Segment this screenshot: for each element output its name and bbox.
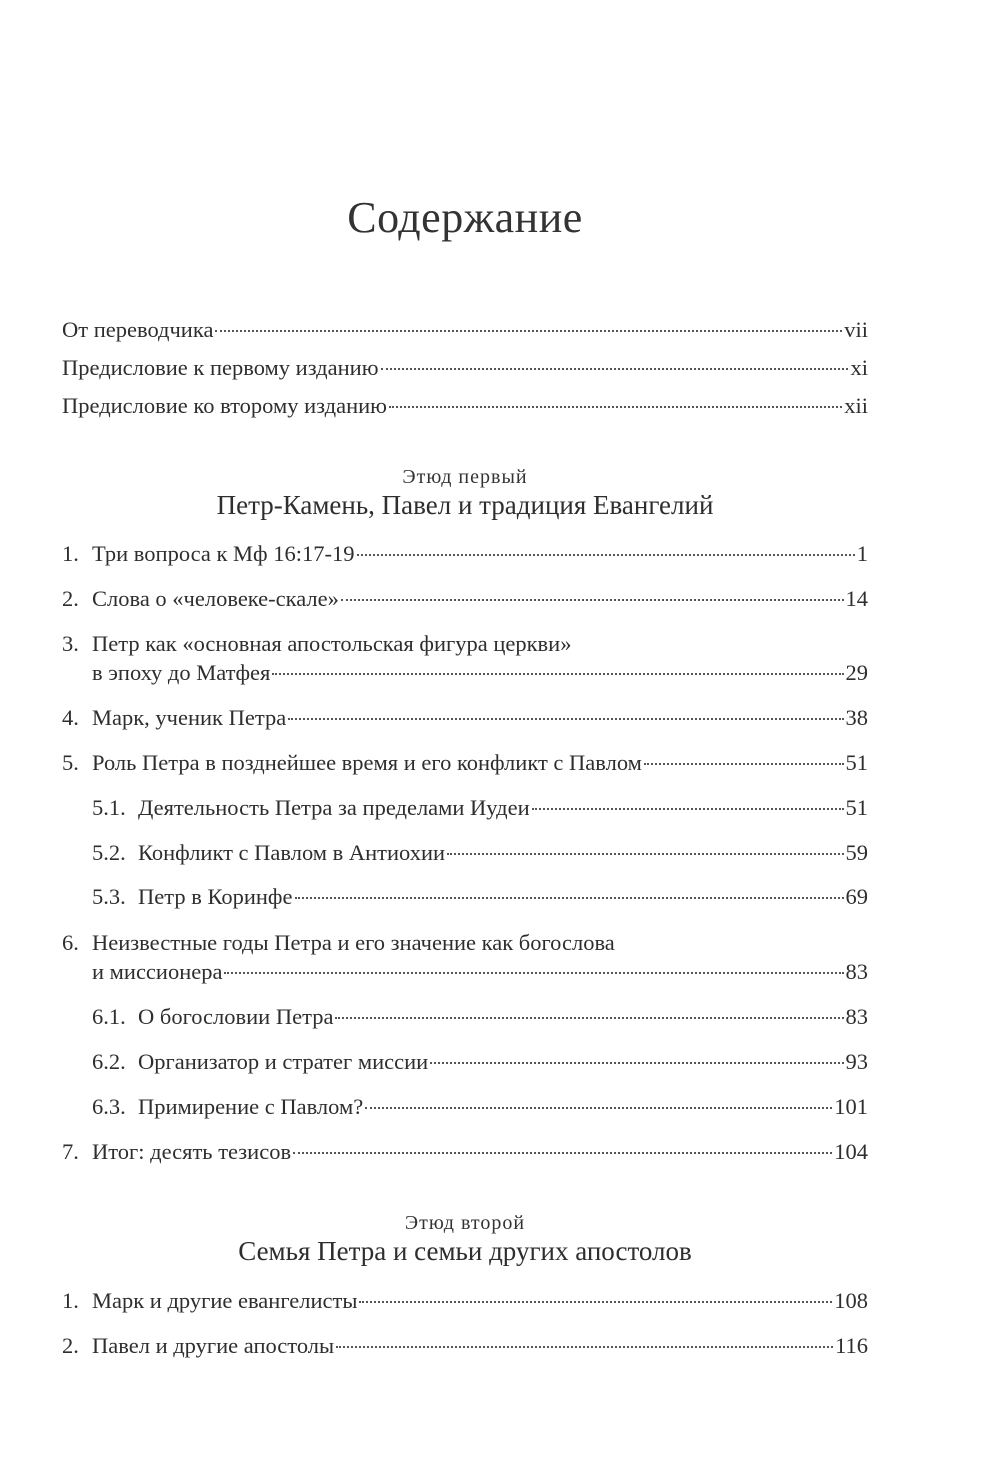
toc-entry-label: Марк, ученик Петра xyxy=(92,705,287,730)
toc-number: 7. xyxy=(62,1139,79,1164)
dot-leader xyxy=(295,897,844,899)
part2-label: Этюд второй xyxy=(404,1212,526,1234)
toc-page-number: 83 xyxy=(845,959,868,984)
toc-entry-label: Марк и другие евангелисты xyxy=(92,1288,358,1313)
toc-entry-label: Павел и другие апостолы xyxy=(92,1333,335,1358)
toc-subentry[interactable] xyxy=(92,794,868,822)
toc-page-number: 51 xyxy=(845,795,868,820)
toc-page-number: 29 xyxy=(845,660,868,685)
toc-entry-label: Предисловие ко второму изданию xyxy=(62,393,387,418)
toc-number: 1. xyxy=(62,1288,79,1313)
toc-entry[interactable] xyxy=(62,585,868,613)
toc-number: 2. xyxy=(62,1333,79,1358)
toc-subentry[interactable] xyxy=(92,1003,868,1031)
toc-entry[interactable] xyxy=(62,1332,868,1360)
toc-entry-label: и миссионера xyxy=(92,959,223,984)
toc-page-number: vii xyxy=(844,317,868,342)
toc-entry-line1[interactable] xyxy=(62,929,868,957)
toc-page-number: 108 xyxy=(834,1288,868,1313)
toc-page-number: 38 xyxy=(845,705,868,730)
toc-number: 5.1. xyxy=(92,795,126,820)
toc-page-number: xi xyxy=(850,355,868,380)
dot-leader xyxy=(224,972,843,974)
toc-page-number: 101 xyxy=(834,1094,868,1119)
toc-entry-label: Конфликт с Павлом в Антиохии xyxy=(138,840,446,865)
toc-entry-label: Организатор и стратег миссии xyxy=(138,1049,429,1074)
toc-number: 5. xyxy=(62,750,79,775)
dot-leader xyxy=(215,330,842,332)
toc-number: 3. xyxy=(62,631,79,656)
toc-page-number: 83 xyxy=(845,1004,868,1029)
dot-leader xyxy=(389,406,842,408)
toc-page-number: 69 xyxy=(845,884,868,909)
dot-leader xyxy=(365,1107,832,1109)
toc-entry[interactable] xyxy=(62,1138,868,1166)
toc-entry-label: в эпоху до Матфея xyxy=(92,660,271,685)
dot-leader xyxy=(532,808,844,810)
toc-number: 4. xyxy=(62,705,79,730)
toc-page-number: 93 xyxy=(845,1049,868,1074)
toc-subentry[interactable] xyxy=(92,1093,868,1121)
toc-page-number: 59 xyxy=(845,840,868,865)
toc-subentry[interactable] xyxy=(92,839,868,867)
dot-leader xyxy=(288,718,843,720)
toc-entry-line1[interactable] xyxy=(62,630,868,658)
part1-label: Этюд первый xyxy=(402,466,528,488)
toc-entry-label: Слова о «человеке-скале» xyxy=(92,586,339,611)
toc-page-number: 116 xyxy=(835,1333,868,1358)
toc-page-number: 104 xyxy=(834,1139,868,1164)
toc-number: 1. xyxy=(62,541,79,566)
dot-leader xyxy=(430,1062,843,1064)
toc-number: 5.2. xyxy=(92,840,126,865)
toc-number: 6.3. xyxy=(92,1094,126,1119)
toc-entry-label: Итог: десять тезисов xyxy=(92,1139,292,1164)
toc-entry[interactable] xyxy=(92,958,868,986)
dot-leader xyxy=(357,554,855,556)
toc-entry[interactable] xyxy=(62,540,868,568)
toc-entry-label: Три вопроса к Мф 16:17-19 xyxy=(92,541,355,566)
toc-number: 6.2. xyxy=(92,1049,126,1074)
toc-number: 6.1. xyxy=(92,1004,126,1029)
part1-title: Петр-Камень, Павел и традиция Евангелий xyxy=(216,490,714,520)
dot-leader xyxy=(381,368,849,370)
toc-entry[interactable] xyxy=(62,749,868,777)
toc-number: 6. xyxy=(62,930,79,955)
toc-entry-translator[interactable] xyxy=(62,316,868,344)
toc-entry[interactable] xyxy=(92,659,868,687)
toc-entry-label-line1: Петр как «основная апостольская фигура церкви» xyxy=(92,631,572,656)
toc-entry-label: Деятельность Петра за пределами Иудеи xyxy=(138,795,530,820)
dot-leader xyxy=(341,599,844,601)
dot-leader xyxy=(359,1301,832,1303)
toc-number: 2. xyxy=(62,586,79,611)
part2-title: Семья Петра и семьи других апостолов xyxy=(238,1236,692,1266)
dot-leader xyxy=(336,1346,833,1348)
toc-entry-label: Примирение с Павлом? xyxy=(138,1094,364,1119)
toc-page-number: xii xyxy=(844,393,868,418)
toc-page-number: 14 xyxy=(845,586,868,611)
dot-leader xyxy=(447,853,843,855)
toc-entry-preface-second[interactable] xyxy=(62,392,868,420)
toc-entry-label: Петр в Коринфе xyxy=(138,884,293,909)
toc-number: 5.3. xyxy=(92,884,126,909)
page-title: Содержание xyxy=(347,193,583,242)
toc-entry-label: Роль Петра в позднейшее время и его конфликт с Павлом xyxy=(92,750,642,775)
toc-entry-label: От переводчика xyxy=(62,317,214,342)
toc-page-number: 51 xyxy=(845,750,868,775)
toc-entry-label: Предисловие к первому изданию xyxy=(62,355,379,380)
toc-entry-label-line1: Неизвестные годы Петра и его значение как богослова xyxy=(92,930,615,955)
dot-leader xyxy=(293,1152,832,1154)
dot-leader xyxy=(335,1017,843,1019)
dot-leader xyxy=(644,763,844,765)
toc-subentry[interactable] xyxy=(92,1048,868,1076)
toc-entry-preface-first[interactable] xyxy=(62,354,868,382)
toc-subentry[interactable] xyxy=(92,883,868,911)
dot-leader xyxy=(272,673,843,675)
toc-entry-label: О богословии Петра xyxy=(138,1004,334,1029)
toc-entry[interactable] xyxy=(62,1287,868,1315)
toc-page-number: 1 xyxy=(856,541,868,566)
toc-entry[interactable] xyxy=(62,704,868,732)
